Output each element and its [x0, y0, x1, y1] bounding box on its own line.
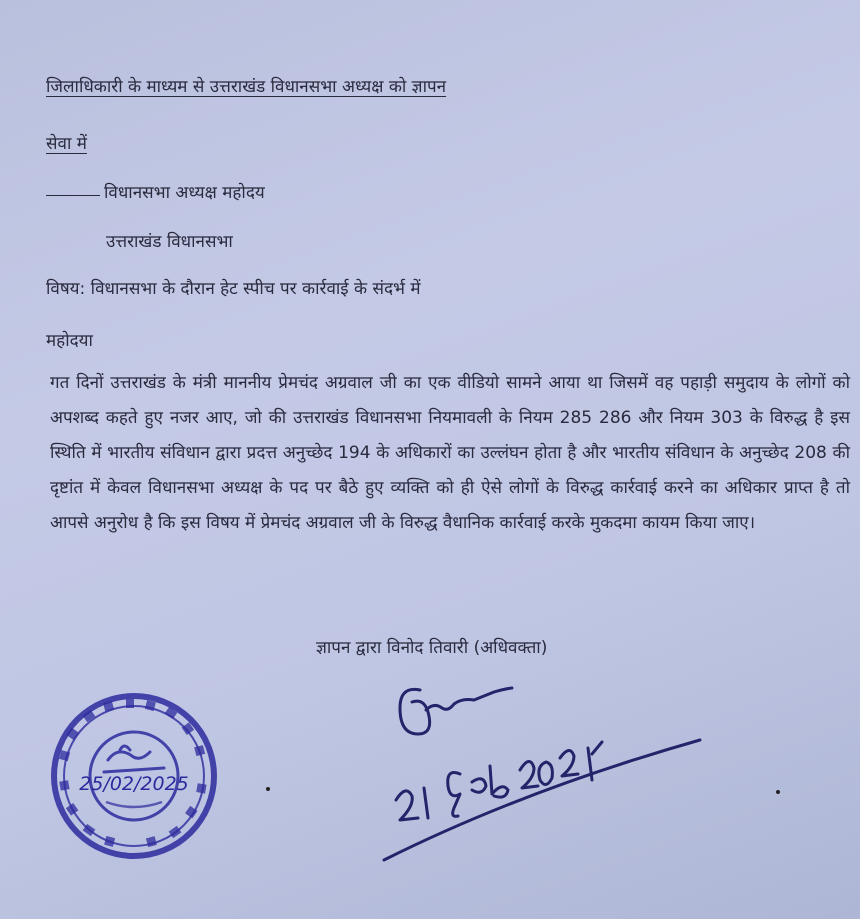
signature-icon: [380, 670, 720, 880]
ink-dot-right: [776, 790, 780, 794]
assembly-name: उत्तराखंड विधानसभा: [106, 232, 233, 252]
greeting: महोदया: [46, 331, 93, 351]
office-stamp-icon: [48, 690, 220, 862]
subject-line: विषय: विधानसभा के दौरान हेट स्पीच पर कार्रवाई के संदर्भ में: [46, 279, 421, 299]
blank-line: [46, 195, 100, 196]
document-title: जिलाधिकारी के माध्यम से उत्तराखंड विधानसभा अध्यक्ष को ज्ञापन: [46, 77, 447, 97]
addressee-text: विधानसभा अध्यक्ष महोदय: [104, 183, 265, 203]
addressee-line: [46, 182, 265, 204]
ink-dot-left: [266, 787, 270, 791]
stamp-date: 25/02/2025: [79, 773, 189, 795]
signoff: ज्ञापन द्वारा विनोद तिवारी (अधिवक्ता): [316, 638, 548, 658]
to-label: सेवा में: [46, 134, 87, 154]
body-paragraph: गत दिनों उत्तराखंड के मंत्री माननीय प्रेमचंद अग्रवाल जी का एक वीडियो सामने आया था जिसमें वह पहाड़ी समुदाय के लोगों को अपशब्द कहते हुए नजर आए, जो की उत्तराखंड विधानसभा नियमावली के नियम 285 286 और नियम 303 के विरुद्ध है इस स्थिति में भारतीय संविधान द्वारा प्रदत्त अनुच्छेद 194 के अधिकारों का उल्लंघन होता है और भारतीय संविधान के अनुच्छेद 208 की दृष्टांत में केवल विधानसभा अध्यक्ष के पद पर बैठे हुए व्यक्ति को ही ऐसे लोगों के विरुद्ध कार्रवाई करने का अधिकार प्राप्त है तो आपसे अनुरोध है कि इस विषय में प्रेमचंद अग्रवाल जी के विरुद्ध वैधानिक कार्रवाई करके मुकदमा कायम किया जाए।: [50, 373, 850, 533]
